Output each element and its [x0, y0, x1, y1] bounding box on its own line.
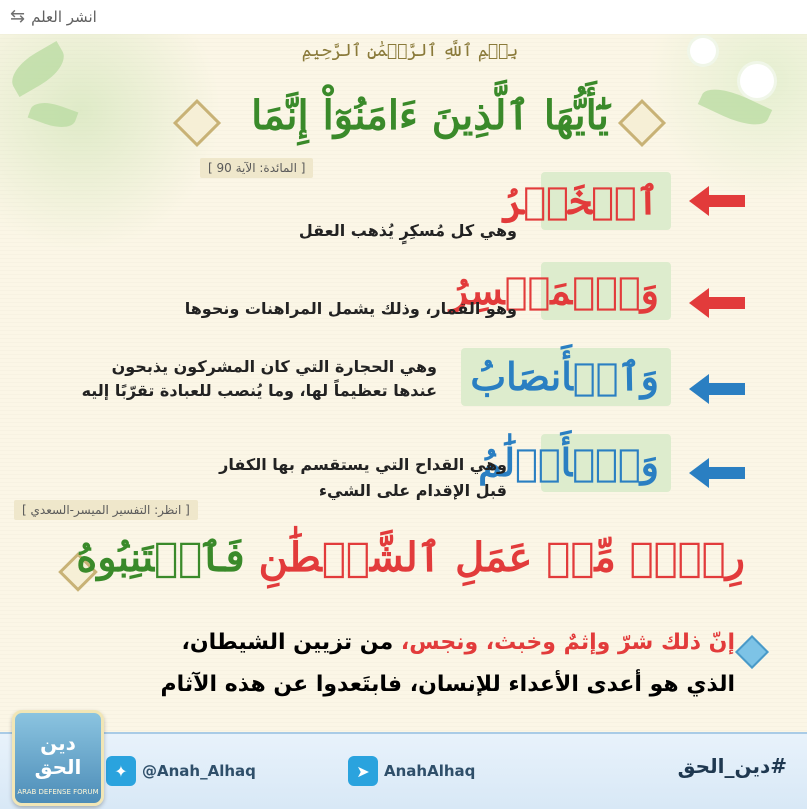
note-line-1	[5, 630, 735, 655]
verse-reference: [ المائدة: الآية 90 ]	[200, 158, 313, 178]
note-line-2: الذي هو أعدى الأعداء للإنسان، فابتَعدوا عن هذه الآثام	[160, 672, 735, 697]
tafsir-reference: [ انظر: التفسير الميسر-السعدي ]	[14, 500, 198, 520]
leaf-decoration	[28, 97, 79, 133]
term-description: وهي القداح التي يستقسم بها الكفار	[219, 455, 507, 474]
note-text: من تزيين الشيطان،	[181, 630, 394, 655]
flower-decoration	[740, 64, 774, 98]
term-azlam: وَٱلۡأَزۡلَٰمُ	[478, 440, 659, 485]
arrow-left-icon	[689, 186, 745, 216]
poster-card	[0, 34, 807, 807]
leaf-decoration	[5, 41, 72, 97]
term-description: وهو القمار، وذلك يشمل المراهنات ونحوها	[184, 299, 517, 318]
telegram-link[interactable]	[348, 756, 475, 786]
logo-subtitle: ARAB DEFENSE FORUM	[17, 788, 99, 796]
ijtanibuhu-text: فَٱجۡتَنِبُوهُ	[76, 534, 245, 581]
hashtag[interactable]: #دين_الحق	[677, 754, 787, 778]
twitter-icon: ✦	[106, 756, 136, 786]
term-description: وهي كل مُسكِرٍ يُذهب العقل	[298, 221, 517, 240]
telegram-handle: AnahAlhaq	[384, 762, 476, 780]
term-description: قبل الإقدام على الشيء	[318, 481, 507, 500]
term-khamr: ٱلۡخَمۡرُ	[500, 178, 659, 223]
logo	[12, 710, 104, 806]
arrow-left-icon	[689, 288, 745, 318]
verse-title: يَٰٓأَيُّهَا ٱلَّذِينَ ءَامَنُوٓاْ إِنَّمَا	[251, 92, 609, 139]
term-ansab: وَٱلۡأَنصَابُ	[470, 354, 659, 399]
top-bar	[0, 0, 807, 35]
twitter-handle: @Anah_Alhaq	[142, 762, 256, 780]
diamond-bullet-icon	[735, 635, 769, 669]
telegram-icon: ➤	[348, 756, 378, 786]
term-maysir: وَٱلۡمَيۡسِرُ	[449, 268, 659, 313]
footer-bar	[0, 732, 807, 809]
share-label: انشر العلم	[31, 7, 97, 26]
arrow-left-icon	[689, 374, 745, 404]
share-icon: ⇆	[10, 6, 26, 27]
rijs-verse	[76, 534, 745, 581]
arrow-left-icon	[689, 458, 745, 488]
logo-text: دين الحق	[34, 731, 82, 779]
term-description: وهي الحجارة التي كان المشركون يذبحون	[111, 357, 437, 376]
note-red: إنّ ذلك شرّ وإثمٌ وخبث، ونجس،	[400, 630, 735, 655]
basmala: بِسۡمِ ٱللَّهِ ٱلرَّحۡمَٰنِ ٱلرَّحِيمِ	[301, 41, 519, 61]
share-button[interactable]	[10, 6, 97, 27]
flower-decoration	[690, 38, 716, 64]
term-description: عندها تعظيماً لها، وما يُنصب للعبادة تقرّبًا إليه	[81, 381, 437, 400]
rijs-text: رِجۡسٞ مِّنۡ عَمَلِ ٱلشَّيۡطَٰنِ	[258, 534, 745, 581]
twitter-link[interactable]	[106, 756, 256, 786]
